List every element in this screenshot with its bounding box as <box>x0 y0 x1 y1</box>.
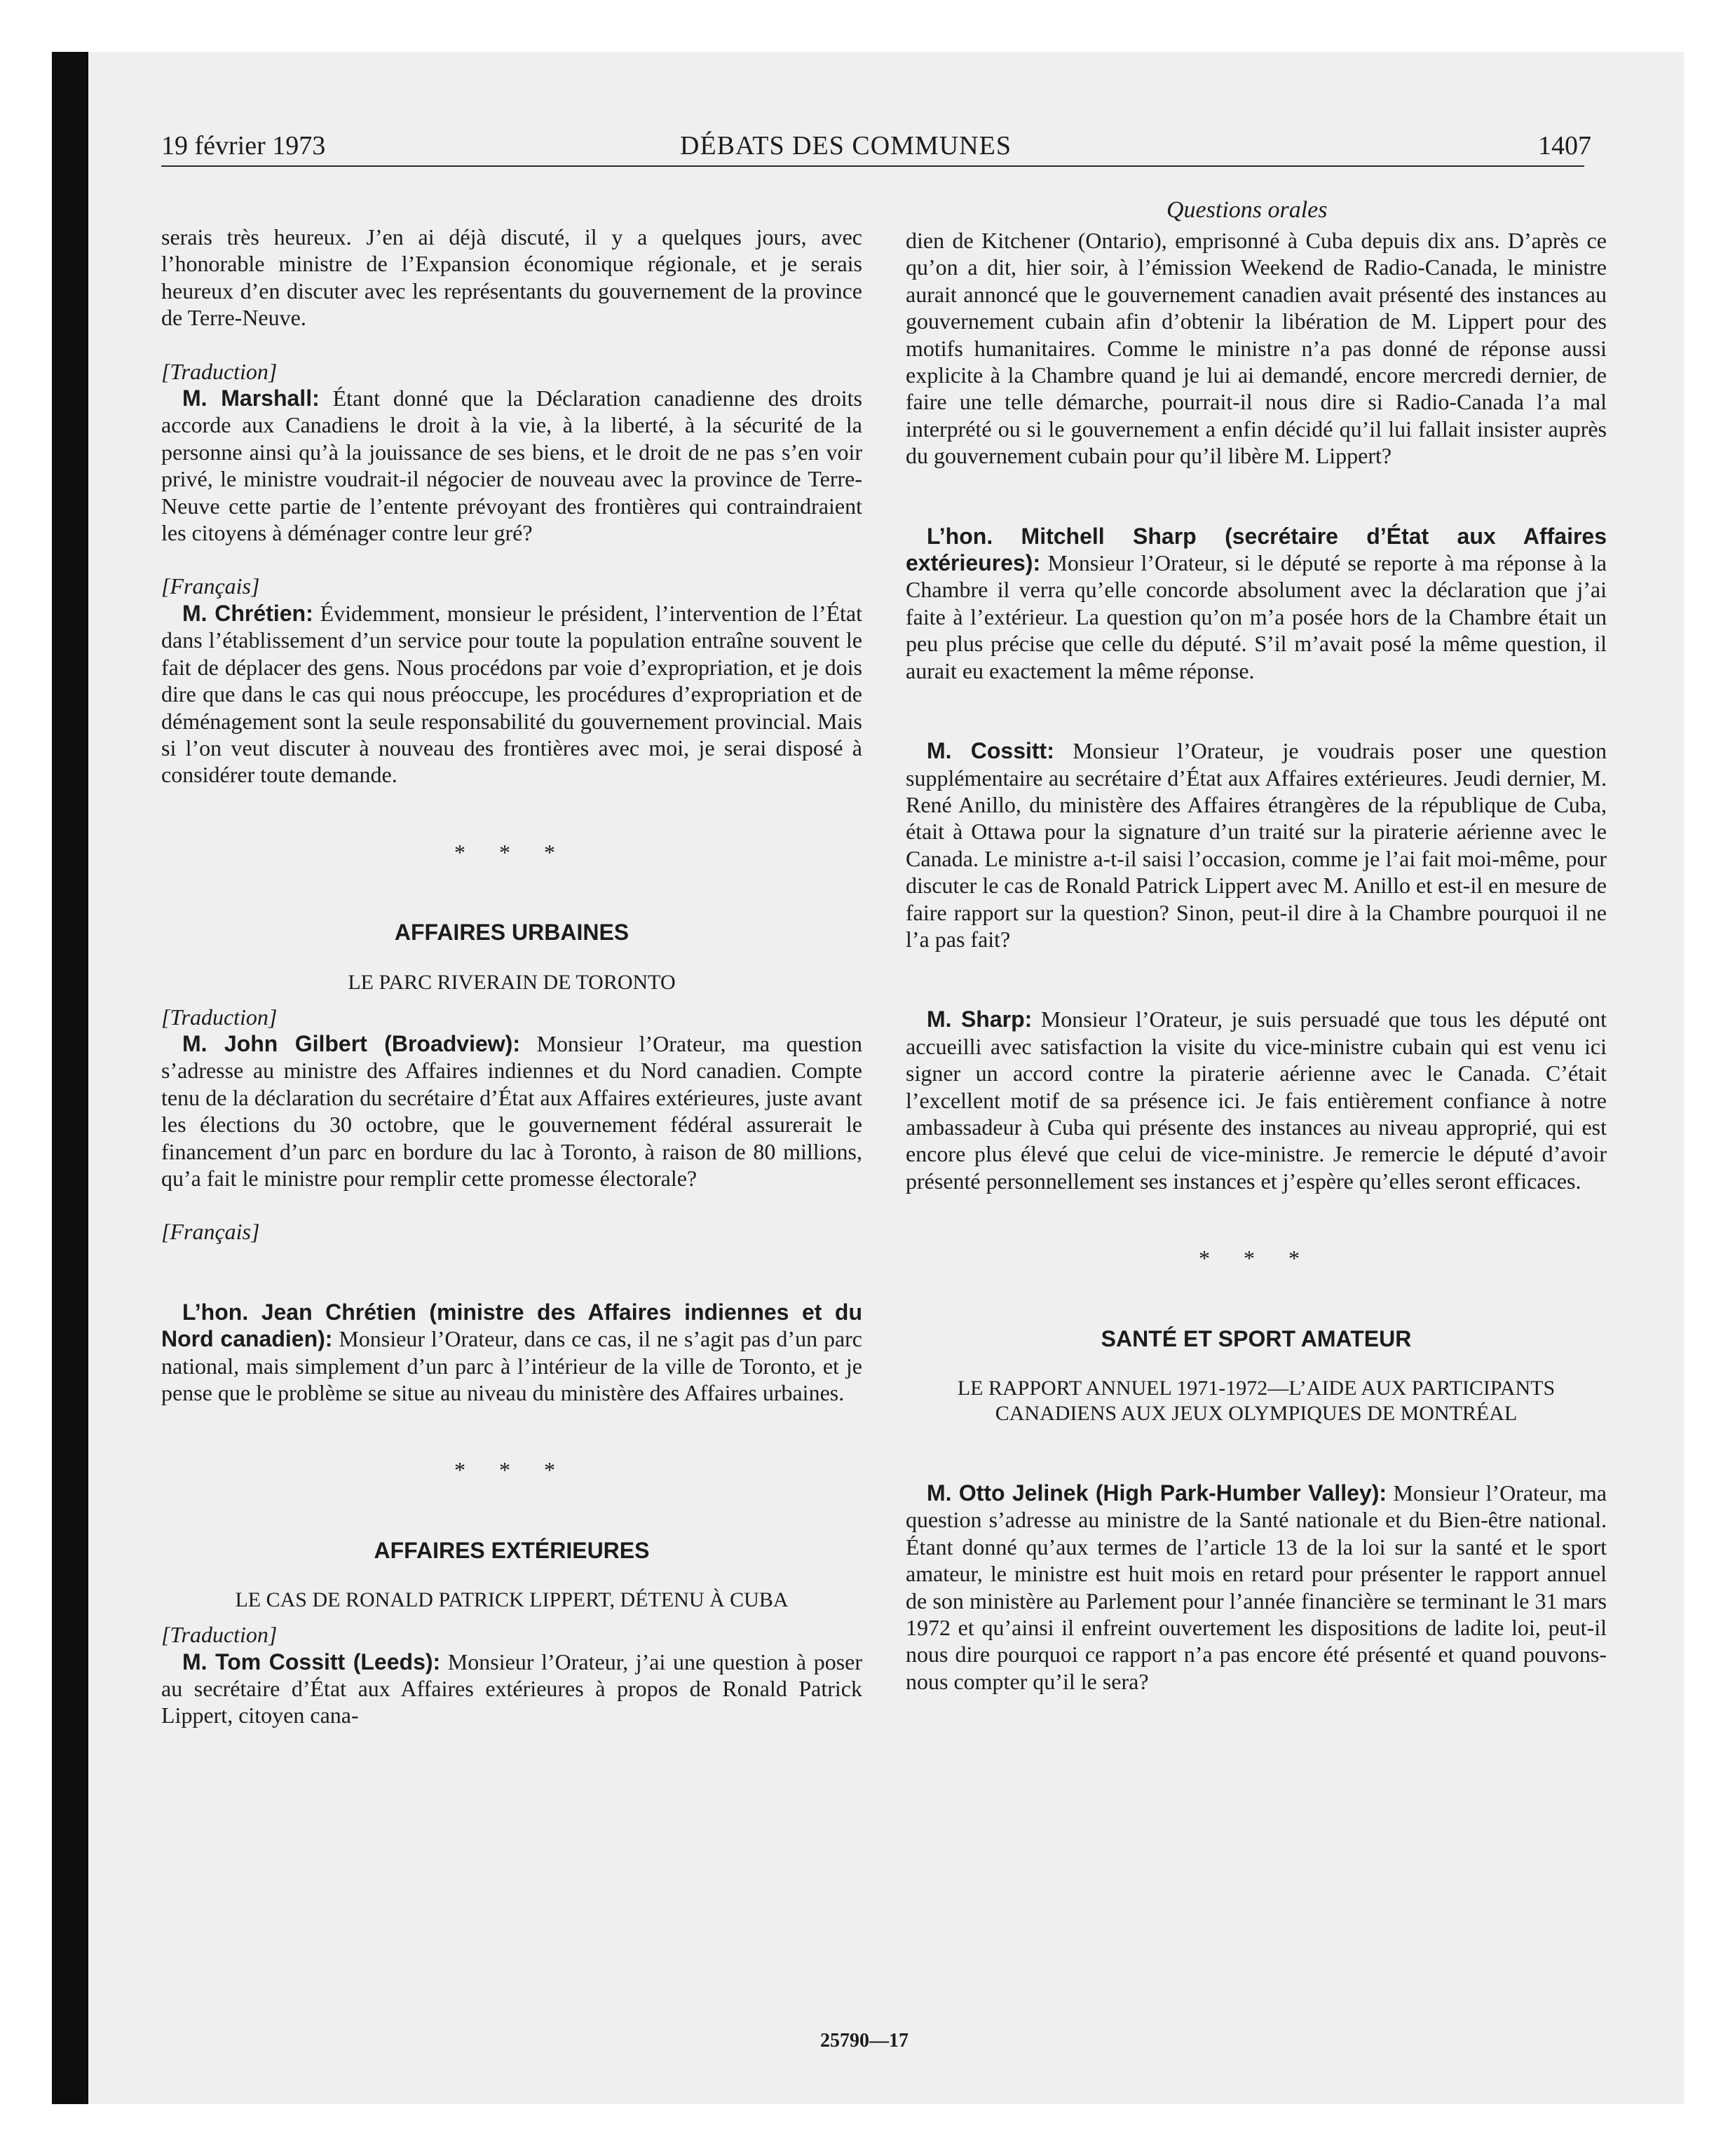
hansard-page <box>52 52 1684 2104</box>
page-number: 1407 <box>1538 131 1591 161</box>
left-column <box>161 224 862 1729</box>
speech-text: Monsieur l’Orateur, si le député se reporte à ma réponse à la Chambre il verra qu’elle concorde absolument avec la déclaration que j’ai faite à l’extérieur. La question qu’on m’a posée hors de la Chambre était un peu plus précise que celle du député. S’il m’avait posé la même question, il aurait eu exactement la même réponse. <box>906 550 1607 683</box>
section-heading: AFFAIRES EXTÉRIEURES <box>374 1537 650 1563</box>
subsection-heading: LE RAPPORT ANNUEL 1971-1972—L’AIDE AUX PARTICIPANTS CANADIENS AUX JEUX OLYMPIQUES DE MONTRÉAL <box>957 1377 1556 1425</box>
page-date: 19 février 1973 <box>161 131 326 161</box>
speech-text: Étant donné que la Déclaration canadienne des droits accorde aux Canadiens le droit à la vie, à la liberté, à la sécurité de la personne ainsi qu’à la jouissance de ses biens, et le droit de ne pas s’en voir privé, le ministre voudrait-il négocier de nouveau avec la province de Terre-Neuve cette partie de l’entente prévoyant des frontières qui contraindraient les citoyens à déménager contre leur gré? <box>161 386 863 546</box>
speech-paragraph <box>161 385 862 546</box>
speech-text: Monsieur l’Orateur, dans ce cas, il ne s’agit pas d’un parc national, mais simplement d’un parc à l’intérieur de la ville de Toronto, et je pense que le problème se situe au niveau du ministère des Affaires urbaines. <box>161 1326 863 1405</box>
subsection-heading: LE PARC RIVERAIN DE TORONTO <box>348 970 676 994</box>
speaker-name: M. Otto Jelinek (High Park-Humber Valley): <box>927 1480 1387 1506</box>
speech-paragraph <box>161 600 862 789</box>
section-separator: * * * <box>454 1457 569 1483</box>
speech-text: Monsieur l’Orateur, je voudrais poser une question supplémentaire au secrétaire d’État aux Affaires extérieures. Jeudi dernier, M. René Anillo, du ministère des Affaires étrangères de la république de Cuba, était à Ottawa pour la signature d’un traité sur la piraterie aérienne avec le Canada. Le ministre a-t-il saisi l’occasion, comme je l’ai fait moi-même, pour discuter le cas de Ronald Patrick Lippert avec M. Anillo et est-il en mesure de faire rapport sur la question? Sinon, peut-il dire à la Chambre pourquoi il ne l’a pas fait? <box>906 738 1607 952</box>
language-tag: [Traduction] <box>161 358 278 384</box>
speech-text: Monsieur l’Orateur, ma question s’adresse au ministre de la Santé nationale et du Bien-être national. Étant donné qu’aux termes de l’article 13 de la loi sur la santé et le sport amateur, le ministre est huit mois en retard pour présenter le rapport annuel de son ministère au Parlement pour l’année financière se terminant le 31 mars 1972 et qu’ainsi il enfreint ouvertement les dispositions de ladite loi, peut-il nous dire pourquoi ce rapport n’a pas encore été présenté et quand pouvons-nous compter qu’il le sera? <box>906 1480 1607 1694</box>
speech-text: Monsieur l’Orateur, j’ai une question à poser au secrétaire d’État aux Affaires extérieures à propos de Ronald Patrick Lippert, citoyen cana- <box>161 1649 863 1728</box>
speech-paragraph <box>906 1480 1607 1695</box>
section-heading: AFFAIRES URBAINES <box>394 920 630 946</box>
speech-paragraph <box>906 1006 1607 1194</box>
speaker-name: M. Tom Cossitt (Leeds): <box>182 1649 441 1674</box>
running-head: Questions orales <box>1166 197 1328 223</box>
speech-text: Monsieur l’Orateur, ma question s’adresse au ministre des Affaires indiennes et du Nord canadien. Compte tenu de la déclaration du secrétaire d’État aux Affaires extérieures, juste avant les élections du 30 octobre, que le gouvernement fédéral assurerait le financement d’un parc en bordure du lac à Toronto, à raison de 80 millions, qu’a fait le ministre pour remplir cette promesse électorale? <box>161 1030 863 1191</box>
speaker-name: L’hon. Jean Chrétien (ministre des Affaires indiennes et du Nord canadien): <box>161 1299 862 1352</box>
speaker-name: M. Marshall: <box>182 386 320 411</box>
language-tag: [Traduction] <box>161 1004 278 1030</box>
language-tag: [Français] <box>161 1219 260 1245</box>
header-rule <box>161 165 1584 167</box>
language-tag: [Français] <box>161 573 260 599</box>
section-heading: SANTÉ ET SPORT AMATEUR <box>1101 1325 1412 1351</box>
speech-paragraph <box>161 1030 862 1192</box>
speech-paragraph <box>906 737 1607 953</box>
speaker-name: M. John Gilbert (Broadview): <box>182 1030 520 1056</box>
speaker-name: M. Sharp: <box>927 1007 1033 1032</box>
paragraph: dien de Kitchener (Ontario), emprisonné à Cuba depuis dix ans. D’après ce qu’on a dit, hier soir, à l’émission Weekend de Radio-Canada, le ministre aurait annoncé que le gouvernement canadien avait présenté des instances au gouvernement cubain afin d’obtenir la libération de M. Lippert pour des motifs humanitaires. Comme le ministre n’a pas donné de réponse aussi explicite à la Chambre quand je lui ai demandé, encore mercredi dernier, de faire une telle démarche, pourrait-il nous dire si Radio-Canada l’a mal interprété ou si le gouvernement a enfin décidé qu’il lui fallait insister auprès du gouvernement cubain pour qu’il libère M. Lippert? <box>906 228 1607 469</box>
publication-title: DÉBATS DES COMMUNES <box>680 131 1012 161</box>
speech-text: Évidemment, monsieur le président, l’intervention de l’État dans l’établissement d’un service pour toute la population entraîne souvent le fait de déplacer des gens. Nous procédons par voie d’expropriation, et je dois dire que dans le cas qui nous préoccupe, les procédures d’expropriation et de déménagement sont la seule responsabilité du gouvernement provincial. Mais si l’on veut discuter à nouveau des frontières avec moi, je serai disposé à considérer toute demande. <box>161 600 863 788</box>
language-tag: [Traduction] <box>161 1622 278 1648</box>
speech-text: Monsieur l’Orateur, je suis persuadé que tous les député ont accueilli avec satisfaction la visite du vice-ministre cubain qui est venu ici signer un accord contre la piraterie aérienne avec le Canada. C’était l’excellent motif de sa présence ici. Je fais entièrement confiance à notre ambassadeur à Cuba qui présente des instances au niveau approprié, qui est encore plus élevé que celui de vice-ministre. Je remercie le député d’avoir présenté personnellement ses instances et j’espère qu’elles seront efficaces. <box>906 1007 1607 1194</box>
subsection-heading: LE CAS DE RONALD PATRICK LIPPERT, DÉTENU À CUBA <box>235 1588 789 1612</box>
section-separator: * * * <box>454 839 569 865</box>
paragraph: serais très heureux. J’en ai déjà discuté, il y a quelques jours, avec l’honorable ministre de l’Expansion économique régionale, et je serais heureux d’en discuter avec les représentants du gouvernement de la province de Terre-Neuve. <box>161 224 862 331</box>
speaker-name: M. Chrétien: <box>182 600 313 626</box>
speaker-name: L’hon. Mitchell Sharp (secrétaire d’État aux Affaires extérieures): <box>906 523 1607 576</box>
section-separator: * * * <box>1199 1246 1314 1271</box>
speaker-name: M. Cossitt: <box>927 738 1054 764</box>
speech-paragraph <box>161 1649 862 1729</box>
speech-paragraph <box>161 1299 862 1407</box>
printer-code: 25790—17 <box>820 2030 909 2052</box>
speech-paragraph <box>906 523 1607 684</box>
scanned-page <box>52 52 1684 2104</box>
right-column <box>906 227 1607 1695</box>
